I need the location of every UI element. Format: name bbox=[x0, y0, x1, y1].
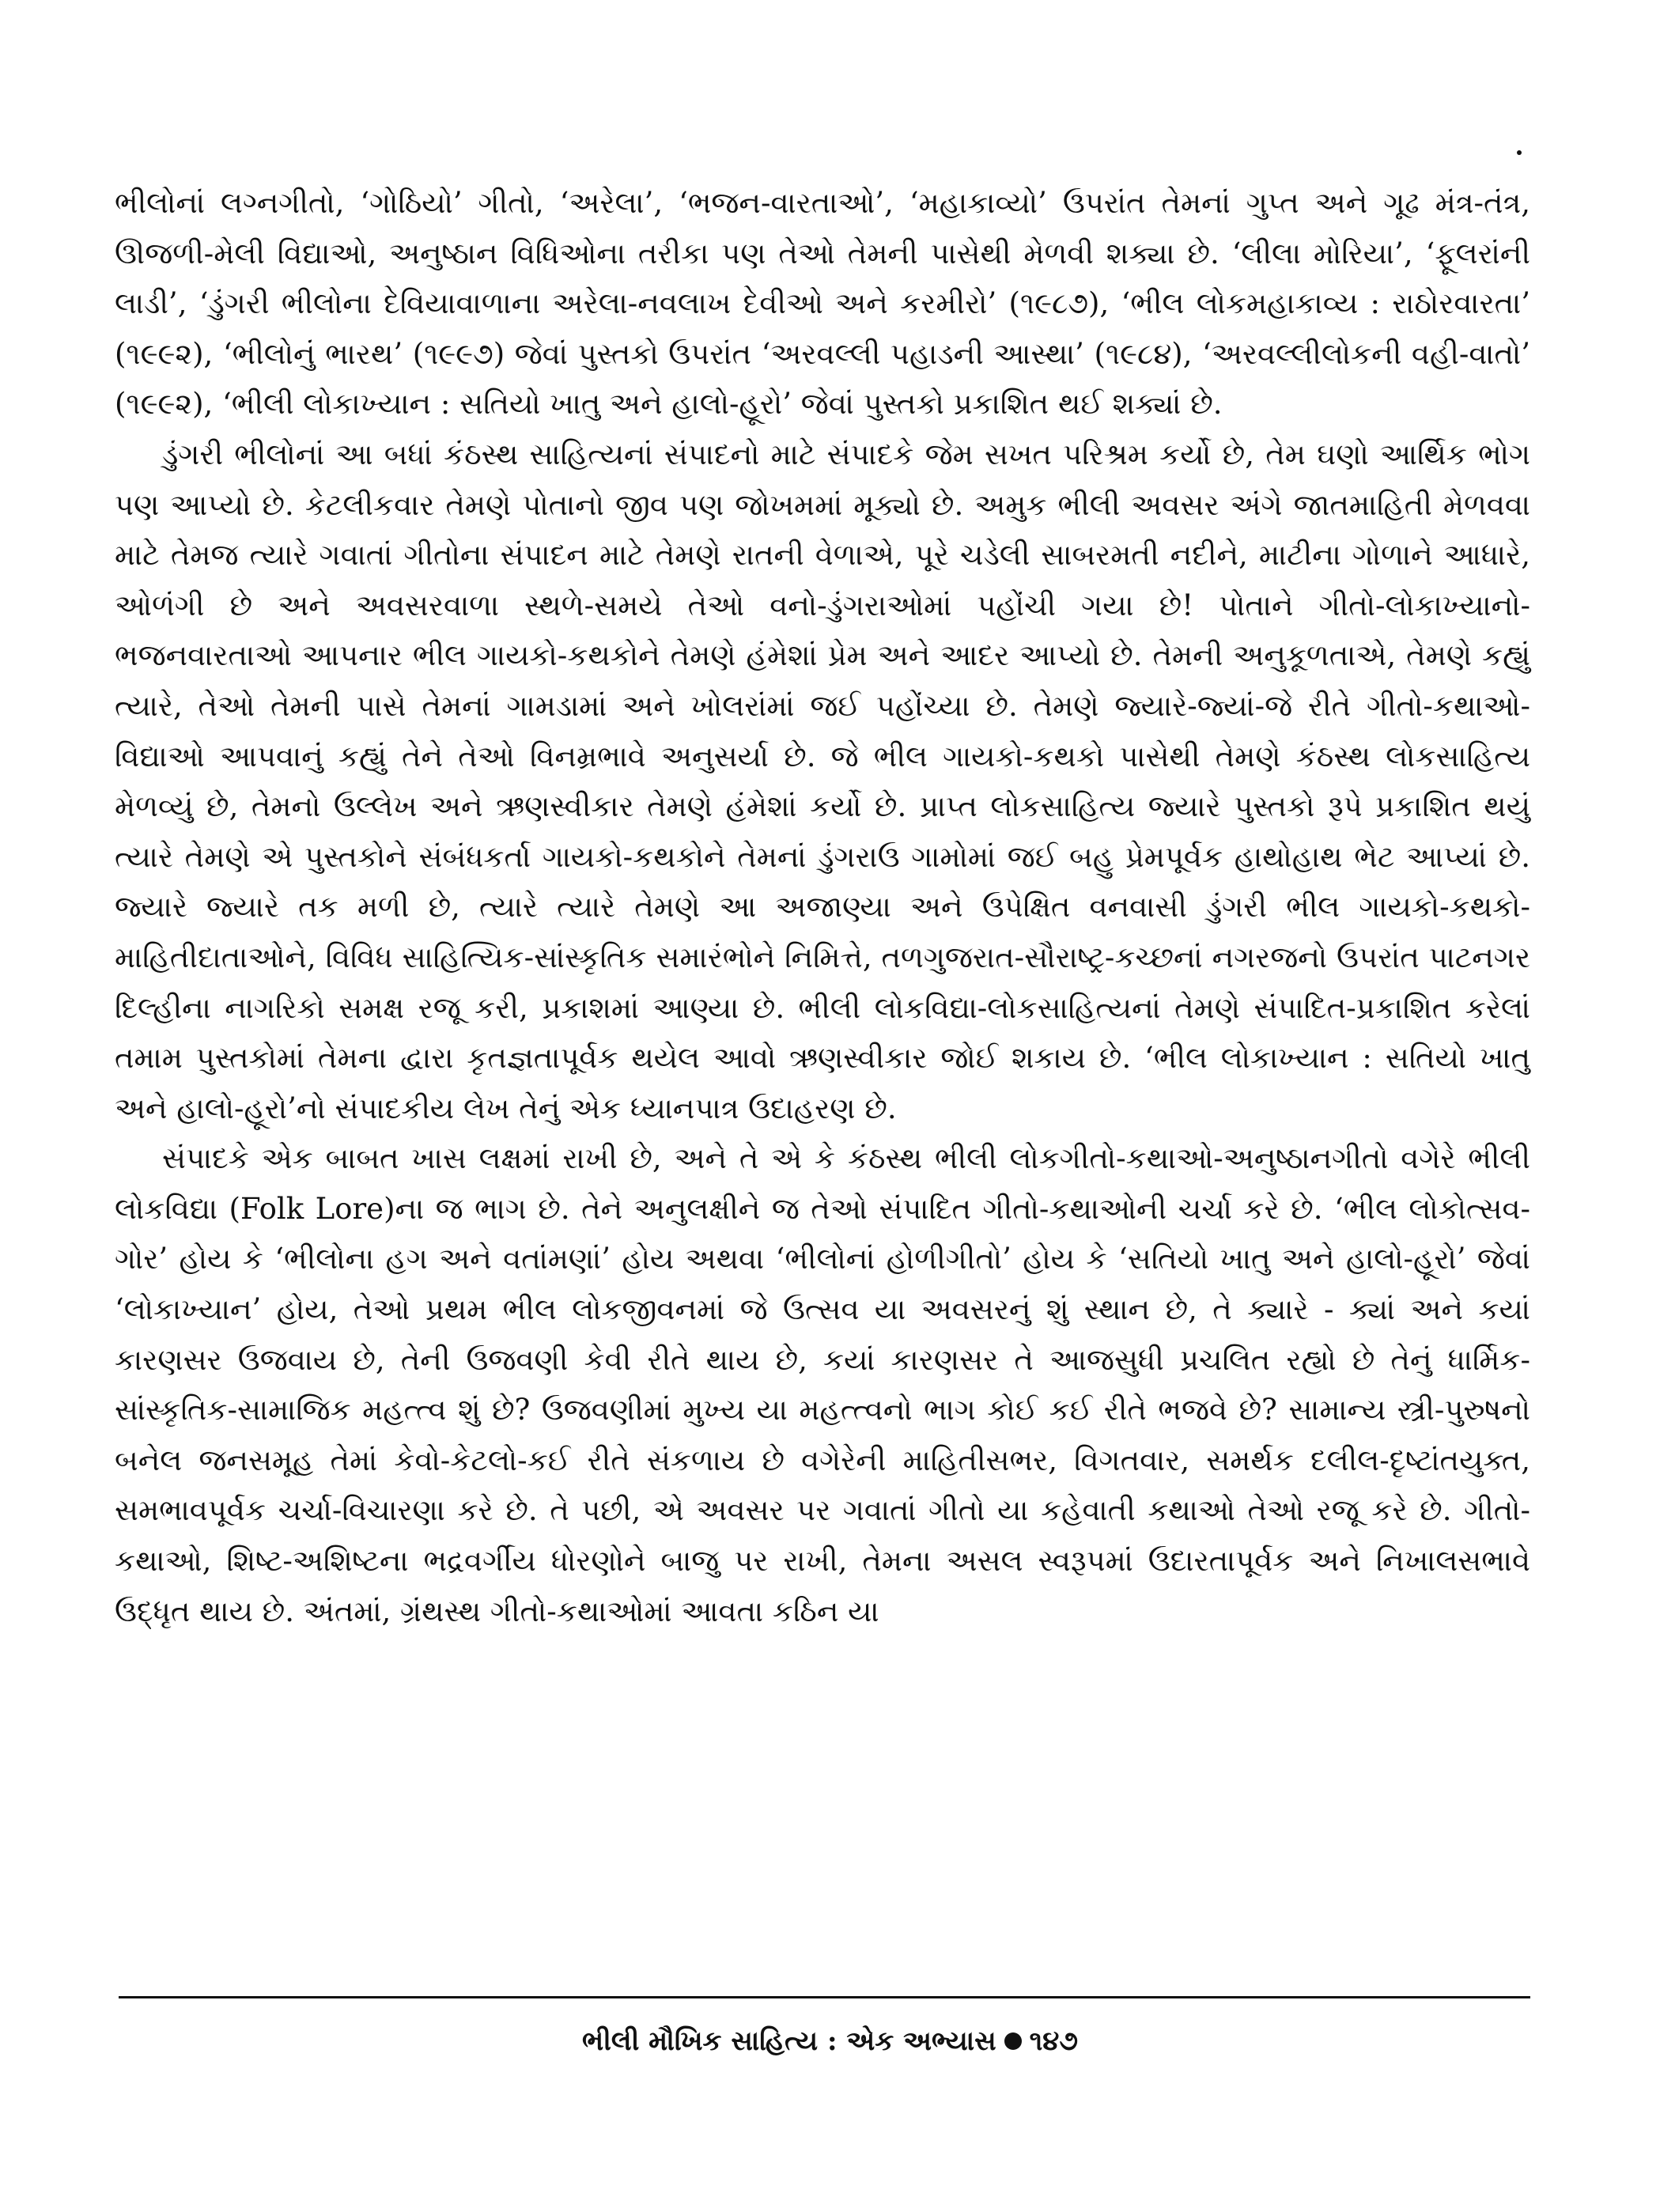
paragraph: સંપાદકે એક બાબત ખાસ લક્ષમાં રાખી છે, અને તે એ કે કંઠસ્થ ભીલી લોકગીતો-કથાઓ-અનુષ્ઠાનગીતો વગેરે ભીલી લોકવિદ્યા (Folk Lore)ના જ ભાગ છે. તેને અનુલક્ષીને જ તેઓ સંપાદિત ગીતો-કથાઓની ચર્ચા કરે છે. ‘ભીલ લોકોત્સવ-ગોર’ હોય કે ‘ભીલોના હગ અને વતાંમણાં’ હોય અથવા ‘ભીલોનાં હોળીગીતો’ હોય કે ‘સતિયો ખાતુ અને હાલો-હૂરો’ જેવાં ‘લોકાખ્યાન’ હોય, તેઓ પ્રથમ ભીલ લોકજીવનમાં જે ઉત્સવ યા અવસરનું શું સ્થાન છે, તે ક્યારે - ક્યાં અને કયાં કારણસર ઉજવાય છે, તેની ઉજવણી કેવી રીતે થાય છે, કયાં કારણસર તે આજસુધી પ્રચલિત રહ્યો છે તેનું ધાર્મિક-સાંસ્કૃતિક-સામાજિક મહત્ત્વ શું છે? ઉજવણીમાં મુખ્ય યા મહત્ત્વનો ભાગ કોઈ કઈ રીતે ભજવે છે? સામાન્ય સ્ત્રી-પુરુષનો બનેલ જનસમૂહ તેમાં કેવો-કેટલો-કઈ રીતે સંકળાય છે વગેરેની માહિતીસભર, વિગતવાર, સમર્થક દલીલ-દૃષ્ટાંતયુક્ત, સમભાવપૂર્વક ચર્ચા-વિચારણા કરે છે. તે પછી, એ અવસર પર ગવાતાં ગીતો યા કહેવાતી કથાઓ તેઓ રજૂ કરે છે. ગીતો-કથાઓ, શિષ્ટ-અશિષ્ટના ભદ્રવર્ગીય ધોરણોને બાજુ પર રાખી, તેમના અસલ સ્વરૂપમાં ઉદારતાપૂર્વક અને નિખાલસભાવે ઉદ્ધૃત થાય છે. અંતમાં, ગ્રંથસ્થ ગીતો-કથાઓમાં આવતા કઠિન યા bbox=[115, 1141, 1530, 1628]
page-footer bbox=[0, 2021, 1660, 2061]
paragraph: ડુંગરી ભીલોનાં આ બધાં કંઠસ્થ સાહિત્યનાં સંપાદનો માટે સંપાદકે જેમ સખત પરિશ્રમ કર્યો છે, તેમ ઘણો આર્થિક ભોગ પણ આપ્યો છે. કેટલીકવાર તેમણે પોતાનો જીવ પણ જોખમમાં મૂક્યો છે. અમુક ભીલી અવસર અંગે જાતમાહિતી મેળવવા માટે તેમજ ત્યારે ગવાતાં ગીતોના સંપાદન માટે તેમણે રાતની વેળાએ, પૂરે ચડેલી સાબરમતી નદીને, માટીના ગોળાને આધારે, ઓળંગી છે અને અવસરવાળા સ્થળે-સમયે તેઓ વનો-ડુંગરાઓમાં પહોંચી ગયા છે! પોતાને ગીતો-લોકાખ્યાનો-ભજનવારતાઓ આપનાર ભીલ ગાયકો-કથકોને તેમણે હંમેશાં પ્રેમ અને આદર આપ્યો છે. તેમની અનુકૂળતાએ, તેમણે કહ્યું ત્યારે, તેઓ તેમની પાસે તેમનાં ગામડામાં અને ખોલરાંમાં જઈ પહોંચ્યા છે. તેમણે જ્યારે-જ્યાં-જે રીતે ગીતો-કથાઓ-વિદ્યાઓ આપવાનું કહ્યું તેને તેઓ વિનમ્રભાવે અનુસર્યા છે. જે ભીલ ગાયકો-કથકો પાસેથી તેમણે કંઠસ્થ લોકસાહિત્ય મેળવ્યું છે, તેમનો ઉલ્લેખ અને ઋણસ્વીકાર તેમણે હંમેશાં કર્યો છે. પ્રાપ્ત લોકસાહિત્ય જ્યારે પુસ્તકો રૂપે પ્રકાશિત થયું ત્યારે તેમણે એ પુસ્તકોને સંબંધકર્તા ગાયકો-કથકોને તેમનાં ડુંગરાઉ ગામોમાં જઈ બહુ પ્રેમપૂર્વક હાથોહાથ ભેટ આપ્યાં છે. જ્યારે જ્યારે તક મળી છે, ત્યારે ત્યારે તેમણે આ અજાણ્યા અને ઉપેક્ષિત વનવાસી ડુંગરી ભીલ ગાયકો-કથકો-માહિતીદાતાઓને, વિવિધ સાહિત્યિક-સાંસ્કૃતિક સમારંભોને નિમિત્તે, તળગુજરાત-સૌરાષ્ટ્ર-કચ્છનાં નગરજનો ઉપરાંત પાટનગર દિલ્હીના નાગરિકો સમક્ષ રજૂ કરી, પ્રકાશમાં આણ્યા છે. ભીલી લોકવિદ્યા-લોકસાહિત્યનાં તેમણે સંપાદિત-પ્રકાશિત કરેલાં તમામ પુસ્તકોમાં તેમના દ્વારા કૃતજ્ઞતાપૂર્વક થયેલ આવો ઋણસ્વીકાર જોઈ શકાય છે. ‘ભીલ લોકાખ્યાન : સતિયો ખાતુ અને હાલો-હૂરો’નો સંપાદકીય લેખ તેનું એક ધ્યાનપાત્ર ઉદાહરણ છે. bbox=[115, 437, 1530, 1125]
bullet-icon bbox=[1004, 2032, 1022, 2050]
page-number: ૧૪૭ bbox=[1029, 2025, 1079, 2057]
body-text bbox=[115, 178, 1530, 1636]
stray-mark bbox=[1517, 150, 1522, 155]
paragraph-continued: ભીલોનાં લગ્નગીતો, ‘ગોઠિયો’ ગીતો, ‘અરેલા’, ‘ભજન-વારતાઓ’, ‘મહાકાવ્યો’ ઉપરાંત તેમનાં ગુપ્ત અને ગૂઢ મંત્ર-તંત્ર, ઊજળી-મેલી વિદ્યાઓ, અનુષ્ઠાન વિધિઓના તરીકા પણ તેઓ તેમની પાસેથી મેળવી શક્યા છે. ‘લીલા મોરિયા’, ‘ફૂલરાંની લાડી’, ‘ડુંગરી ભીલોના દેવિયાવાળાના અરેલા-નવલાખ દેવીઓ અને કરમીરો’ (૧૯૮૭), ‘ભીલ લોકમહાકાવ્ય : રાઠોરવારતા’ (૧૯૯૨), ‘ભીલોનું ભારથ’ (૧૯૯૭) જેવાં પુસ્તકો ઉપરાંત ‘અરવલ્લી પહાડની આસ્થા’ (૧૯૮૪), ‘અરવલ્લીલોકની વહી-વાતો’ (૧૯૯૨), ‘ભીલી લોકાખ્યાન : સતિયો ખાતુ અને હાલો-હૂરો’ જેવાં પુસ્તકો પ્રકાશિત થઈ શક્યાં છે. bbox=[115, 186, 1530, 422]
footer-rule bbox=[119, 1996, 1530, 1998]
footer-book-title: ભીલી મૌખિક સાહિત્ય : એક અભ્યાસ bbox=[581, 2025, 996, 2057]
